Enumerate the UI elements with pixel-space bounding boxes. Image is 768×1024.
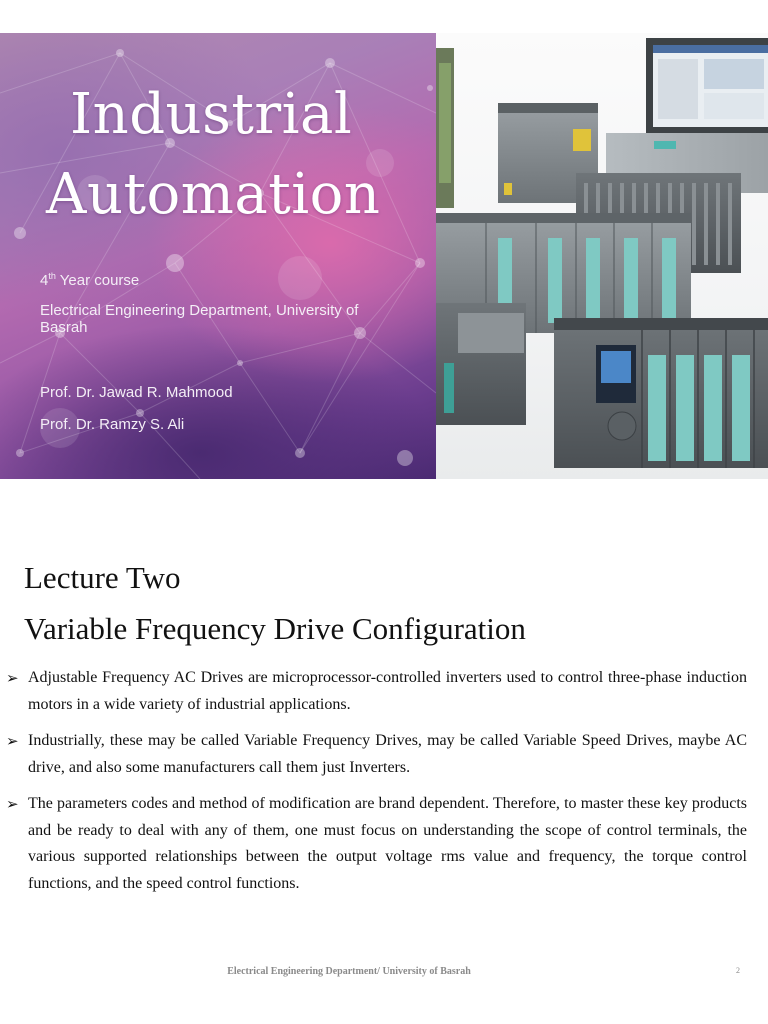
lecture-number: Lecture Two xyxy=(24,560,181,595)
bullet-text: Industrially, these may be called Variable Frequency Drives, may be called Variable Speed Drives, maybe AC drive, and also some manufacturers call them just Inverters. xyxy=(28,732,747,776)
bullet-list xyxy=(6,665,747,907)
bullet-item xyxy=(6,665,747,718)
bullet-item xyxy=(6,728,747,781)
plc-hardware-photo xyxy=(436,33,768,479)
page-number: 2 xyxy=(736,966,740,975)
professor-name-1: Prof. Dr. Jawad R. Mahmood xyxy=(40,384,233,401)
title-banner xyxy=(0,33,768,479)
bullet-text: The parameters codes and method of modification are brand dependent. Therefore, to master these key products and be ready to deal with any of them, one must focus on understanding the scope of control terminals, the various supported relationships between the output voltage rms value and frequency, the torque control functions, and the speed control functions. xyxy=(28,795,747,892)
arrow-bullet-icon: ➢ xyxy=(6,732,19,750)
professor-name-2: Prof. Dr. Ramzy S. Ali xyxy=(40,416,185,433)
banner-title-panel xyxy=(0,33,436,479)
course-year-text: Year course xyxy=(55,272,140,289)
arrow-bullet-icon: ➢ xyxy=(6,669,19,687)
lecture-topic: Variable Frequency Drive Configuration xyxy=(24,611,526,646)
bullet-text: Adjustable Frequency AC Drives are microprocessor-controlled inverters used to control three-phase induction motors in a wide variety of industrial applications. xyxy=(28,669,747,713)
bullet-item xyxy=(6,791,747,897)
arrow-bullet-icon: ➢ xyxy=(6,795,19,813)
course-title xyxy=(46,75,426,235)
course-title-line1: Industrial xyxy=(70,82,353,147)
course-year-suffix: th xyxy=(48,271,56,281)
department-name: Electrical Engineering Department, University of Basrah xyxy=(40,302,359,336)
course-year-number: 4 xyxy=(40,272,49,289)
course-title-line2: Automation xyxy=(46,162,381,227)
footer-text: Electrical Engineering Department/ University of Basrah xyxy=(227,966,471,977)
plc-modules-illustration xyxy=(436,33,768,479)
course-year xyxy=(40,268,139,289)
